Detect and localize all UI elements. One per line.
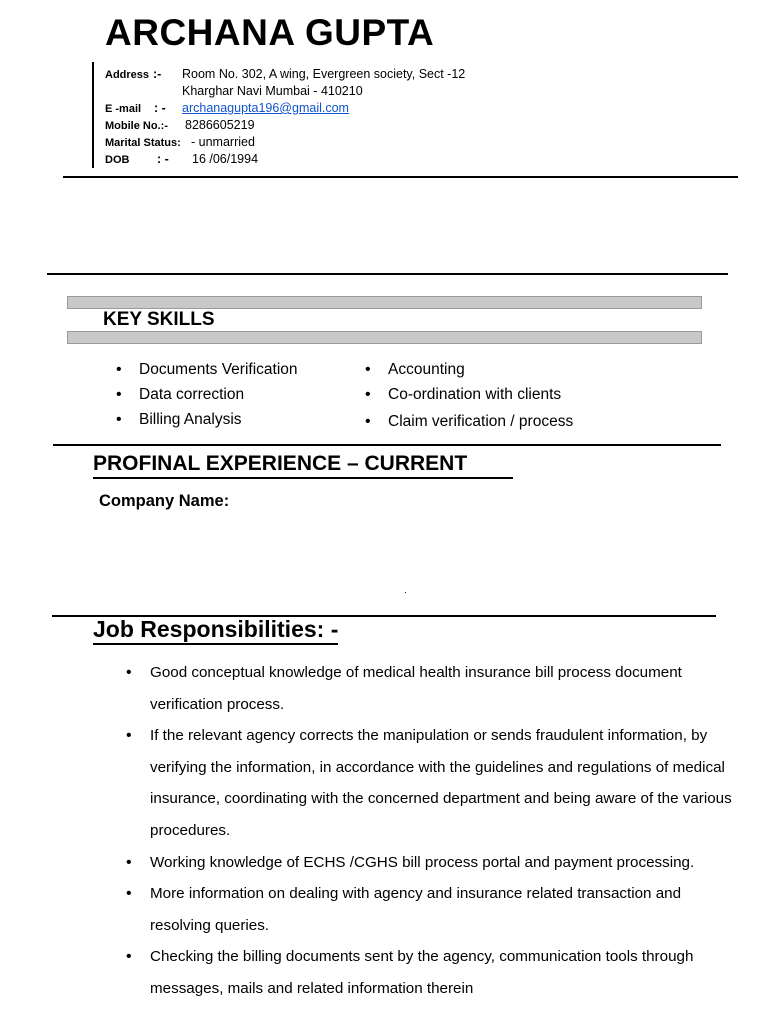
email-separator: : - <box>154 101 166 115</box>
dob-separator: : - <box>157 152 169 166</box>
stray-dot: . <box>404 585 407 596</box>
responsibilities-list <box>126 657 746 1005</box>
dob-value: 16 /06/1994 <box>192 152 259 166</box>
email-label: E -mail <box>105 103 142 115</box>
marital-label: Marital Status: <box>105 137 181 149</box>
skill-item: • Accounting <box>365 357 573 382</box>
skill-item: • Claim verification / process <box>365 409 573 434</box>
skills-right-list <box>365 357 573 434</box>
address-row-2 <box>105 83 363 100</box>
skill-item: • Documents Verification <box>116 357 298 382</box>
rule-skills-end <box>53 444 721 446</box>
skill-item: • Co-ordination with clients <box>365 382 573 407</box>
address-label: Address <box>105 69 150 81</box>
experience-title-underline <box>93 477 513 479</box>
rule-header <box>63 176 738 178</box>
company-name-label: Company Name: <box>99 492 230 510</box>
responsibility-item: • More information on dealing with agency and insurance related transaction and resolving queries. <box>126 878 746 941</box>
skills-bar-bottom <box>67 331 702 344</box>
responsibility-item: • Good conceptual knowledge of medical health insurance bill process document verification process. <box>126 657 746 720</box>
skill-item: • Data correction <box>116 382 298 407</box>
experience-title: PROFINAL EXPERIENCE – CURRENT <box>93 452 468 475</box>
dob-row <box>105 151 259 168</box>
contact-divider <box>92 62 94 168</box>
address-line-1: Room No. 302, A wing, Evergreen society, Sect -12 <box>182 67 466 81</box>
mobile-value: 8286605219 <box>185 118 255 132</box>
mobile-label: Mobile No.:- <box>105 120 168 132</box>
email-link[interactable]: archanagupta196@gmail.com <box>182 101 349 115</box>
job-responsibilities-title: Job Responsibilities: - <box>93 616 338 645</box>
address-separator: :- <box>153 67 162 81</box>
marital-value: - unmarried <box>191 135 255 149</box>
address-line-2: Kharghar Navi Mumbai - 410210 <box>182 84 363 98</box>
candidate-name: ARCHANA GUPTA <box>105 12 435 53</box>
responsibility-item: • Checking the billing documents sent by the agency, communication tools through messages, mails and related information therein <box>126 941 746 1004</box>
skills-left-list <box>116 357 298 432</box>
skills-bar-top <box>67 296 702 309</box>
mobile-row <box>105 117 255 134</box>
email-row <box>105 100 349 117</box>
address-row <box>105 66 466 83</box>
marital-row <box>105 134 255 151</box>
key-skills-title: KEY SKILLS <box>103 309 215 330</box>
rule-section-top <box>47 273 728 275</box>
dob-label: DOB <box>105 154 130 166</box>
contact-block <box>105 66 466 168</box>
skill-item: • Billing Analysis <box>116 407 298 432</box>
responsibility-item: • Working knowledge of ECHS /CGHS bill process portal and payment processing. <box>126 847 746 879</box>
responsibility-item: • If the relevant agency corrects the manipulation or sends fraudulent information, by verifying the information, in accordance with the guidelines and regulations of medical insurance, coordinating with the concerned department and being aware of the various procedures. <box>126 720 746 846</box>
